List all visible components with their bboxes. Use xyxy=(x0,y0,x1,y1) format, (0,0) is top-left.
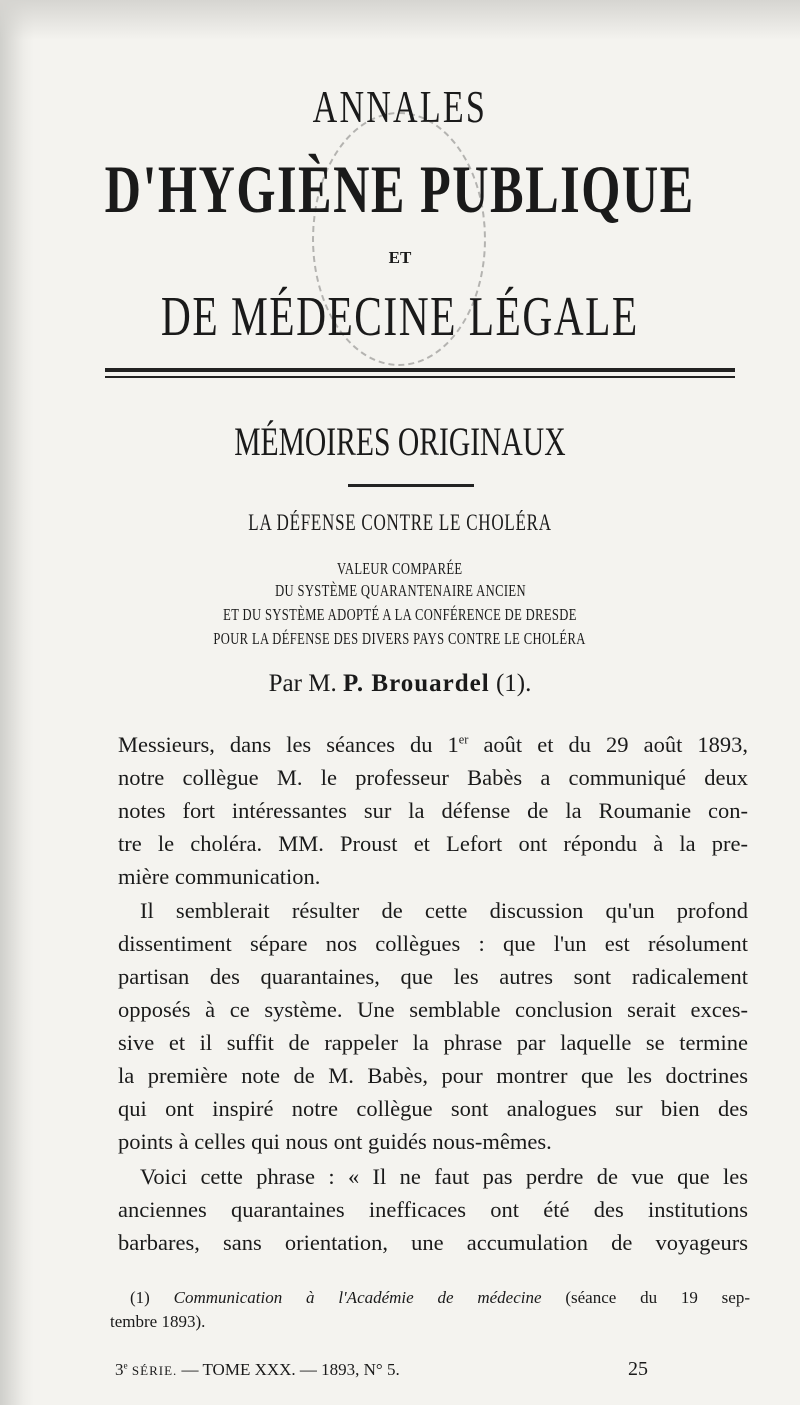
header-rule-thick xyxy=(105,368,735,372)
section-rule xyxy=(348,484,474,487)
text-line: sive et il suffit de rappeler la phrase par laquelle se termine xyxy=(118,1030,748,1055)
folio-signature: 3e SÉRIE. — TOME XXX. — 1893, N° 5. xyxy=(115,1360,400,1379)
header-rule-thin xyxy=(105,376,735,378)
text-line: Messieurs, dans les séances du 1er août et du 29 août 1893, xyxy=(118,732,749,757)
journal-title-annales: ANNALES xyxy=(312,81,488,132)
article-subtitle-3: ET DU SYSTÈME ADOPTÉ A LA CONFÉRENCE DE DRESDE xyxy=(223,605,577,624)
text-line: Il semblerait résulter de cette discussion qu'un profond xyxy=(140,898,748,923)
footnote xyxy=(110,1286,750,1334)
journal-title-hygiene: D'HYGIÈNE PUBLIQUE xyxy=(104,151,696,227)
text-line: opposés à ce système. Une semblable conclusion serait exces- xyxy=(118,997,748,1022)
article-title: LA DÉFENSE CONTRE LE CHOLÉRA xyxy=(248,510,552,535)
text-line: notes fort intéressantes sur la défense de la Roumanie con- xyxy=(118,798,748,823)
text-line: points à celles qui nous ont guidés nous-mêmes. xyxy=(118,1129,552,1154)
journal-title-et: ET xyxy=(388,248,412,267)
paragraph-2 xyxy=(118,894,748,1158)
article-subtitle-1: VALEUR COMPARÉE xyxy=(337,559,463,578)
byline-author: P. Brouardel xyxy=(342,670,490,697)
text-line: tre le choléra. MM. Proust et Lefort ont répondu à la pre- xyxy=(118,831,748,856)
footnote-line: (1) Communication à l'Académie de médecine (séance du 19 sep- xyxy=(130,1288,750,1307)
text-line: la première note de M. Babès, pour montrer que les doctrines xyxy=(118,1063,748,1088)
text-line: Voici cette phrase : « Il ne faut pas perdre de vue que les xyxy=(140,1164,748,1189)
journal-title-medecine: DE MÉDECINE LÉGALE xyxy=(161,286,639,348)
byline-prefix: Par M. xyxy=(268,670,337,697)
section-title: MÉMOIRES ORIGINAUX xyxy=(234,419,566,464)
page-number: 25 xyxy=(628,1358,648,1380)
text-line: barbares, sans orientation, une accumulation de voyageurs xyxy=(118,1230,748,1255)
paragraph-3 xyxy=(118,1160,748,1259)
text-line: qui ont inspiré notre collègue sont analogues sur bien des xyxy=(118,1096,748,1121)
article-subtitle-2: DU SYSTÈME QUARANTENAIRE ANCIEN xyxy=(274,581,526,600)
text-line: anciennes quarantaines inefficaces ont été des institutions xyxy=(118,1197,748,1222)
byline xyxy=(0,670,800,698)
paragraph-1 xyxy=(118,728,748,893)
footnote-line: tembre 1893). xyxy=(110,1312,206,1331)
article-subtitle-4: POUR LA DÉFENSE DES DIVERS PAYS CONTRE LE CHOLÉRA xyxy=(213,629,587,648)
text-line: dissentiment sépare nos collègues : que l'un est résolument xyxy=(118,931,748,956)
text-line: notre collègue M. le professeur Babès a communiqué deux xyxy=(118,765,748,790)
text-line: partisan des quarantaines, que les autres sont radicalement xyxy=(118,964,748,989)
footnote-ref: (1). xyxy=(495,670,532,697)
text-line: mière communication. xyxy=(118,864,321,889)
